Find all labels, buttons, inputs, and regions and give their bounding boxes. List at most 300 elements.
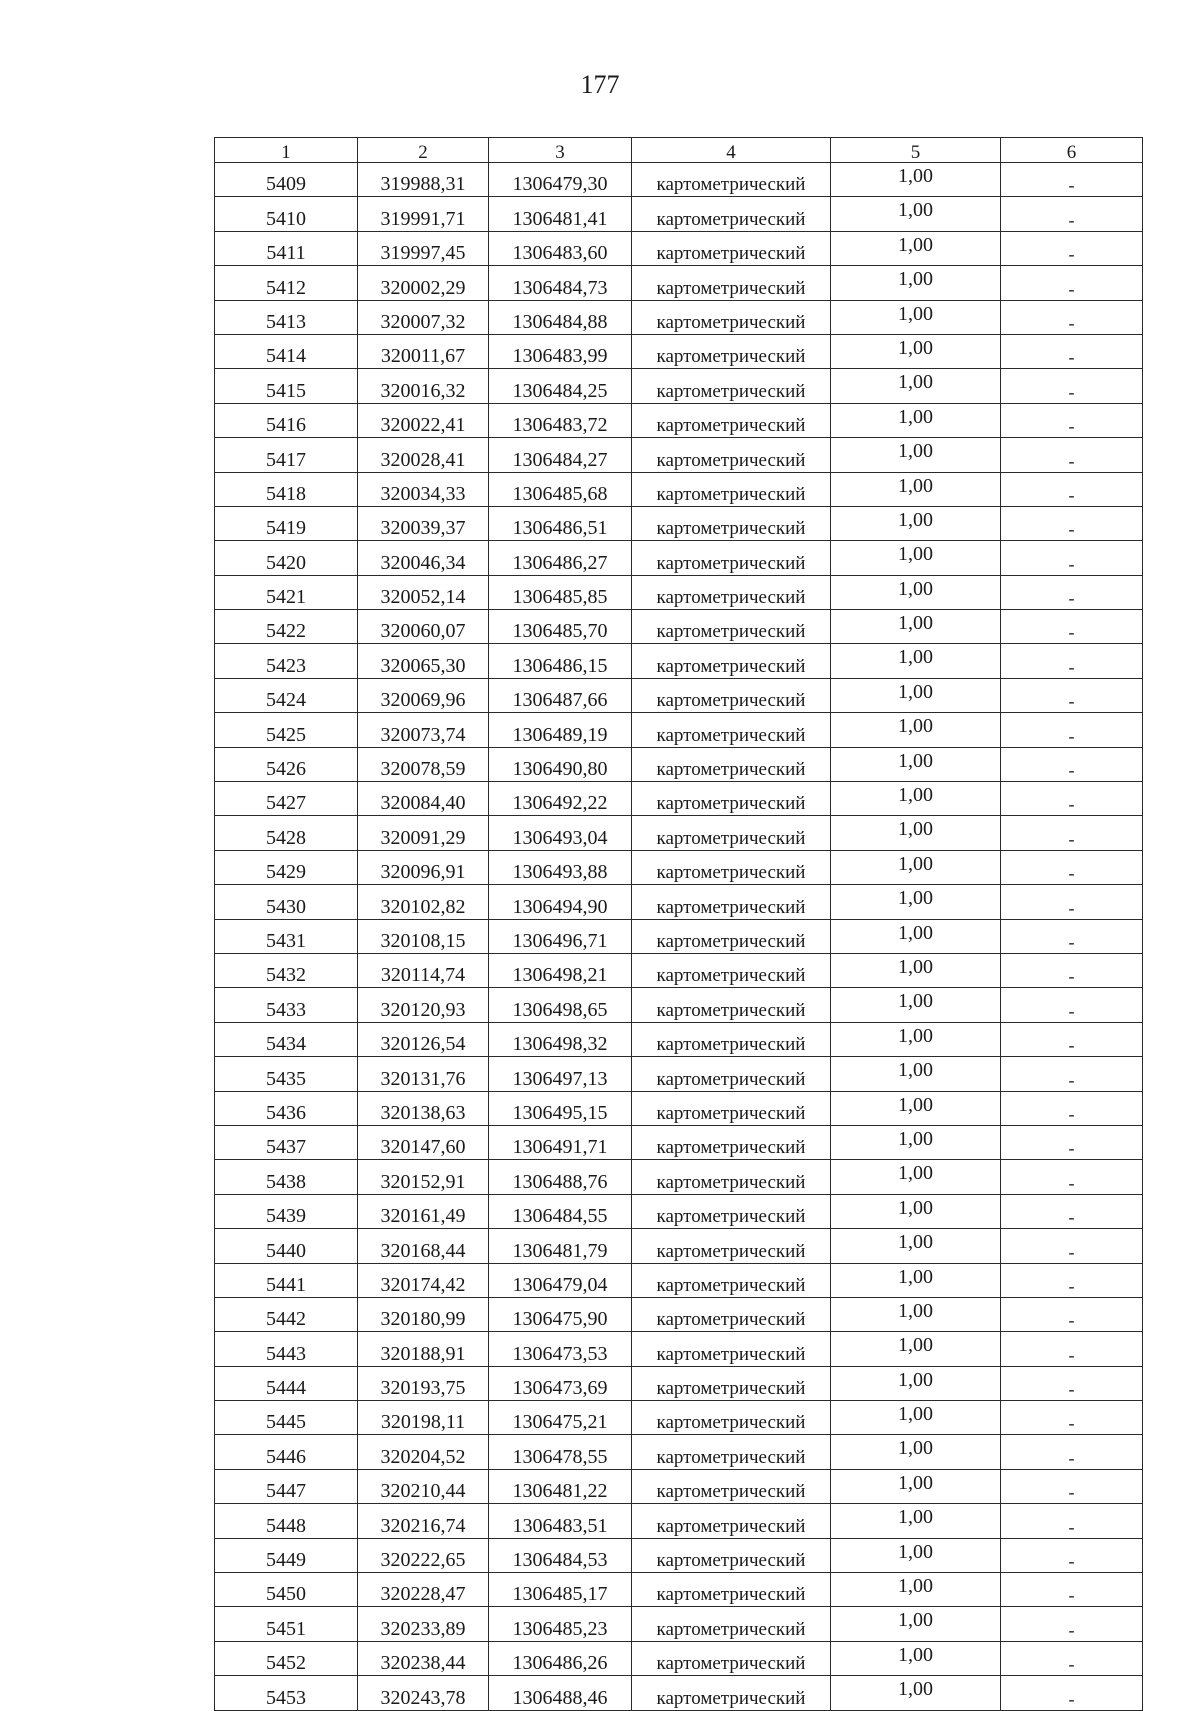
table-row [215,1573,1143,1607]
y-coordinate-cell: 1306493,04 [489,816,632,850]
x-coordinate-cell: 320022,41 [358,403,489,437]
x-coordinate-cell: 320011,67 [358,334,489,368]
description-cell: - [1001,1401,1143,1435]
point-number-cell: 5434 [215,1022,358,1056]
description-cell: - [1001,1573,1143,1607]
y-coordinate-cell: 1306481,22 [489,1469,632,1503]
method-cell: картометрический [632,1435,831,1469]
point-number-cell: 5441 [215,1263,358,1297]
accuracy-cell: 1,00 [831,782,1001,816]
table-row [215,369,1143,403]
x-coordinate-cell: 320216,74 [358,1504,489,1538]
method-cell: картометрический [632,1022,831,1056]
point-number-cell: 5417 [215,438,358,472]
description-cell: - [1001,816,1143,850]
y-coordinate-cell: 1306478,55 [489,1435,632,1469]
point-number-cell: 5427 [215,782,358,816]
accuracy-cell: 1,00 [831,1676,1001,1710]
y-coordinate-cell: 1306488,76 [489,1160,632,1194]
y-coordinate-cell: 1306481,41 [489,197,632,231]
x-coordinate-cell: 320233,89 [358,1607,489,1641]
y-coordinate-cell: 1306498,21 [489,953,632,987]
method-cell: картометрический [632,1091,831,1125]
y-coordinate-cell: 1306484,55 [489,1194,632,1228]
y-coordinate-cell: 1306491,71 [489,1125,632,1159]
x-coordinate-cell: 320147,60 [358,1125,489,1159]
x-coordinate-cell: 320138,63 [358,1091,489,1125]
description-cell: - [1001,541,1143,575]
x-coordinate-cell: 320152,91 [358,1160,489,1194]
table-row [215,1022,1143,1056]
point-number-cell: 5440 [215,1229,358,1263]
point-number-cell: 5412 [215,266,358,300]
accuracy-cell: 1,00 [831,1607,1001,1641]
column-header: 4 [632,138,831,163]
accuracy-cell: 1,00 [831,747,1001,781]
description-cell: - [1001,713,1143,747]
accuracy-cell: 1,00 [831,1469,1001,1503]
method-cell: картометрический [632,919,831,953]
table-row [215,644,1143,678]
method-cell: картометрический [632,644,831,678]
method-cell: картометрический [632,713,831,747]
description-cell: - [1001,919,1143,953]
x-coordinate-cell: 320180,99 [358,1297,489,1331]
column-header: 5 [831,138,1001,163]
accuracy-cell: 1,00 [831,644,1001,678]
accuracy-cell: 1,00 [831,1401,1001,1435]
y-coordinate-cell: 1306479,30 [489,163,632,197]
accuracy-cell: 1,00 [831,334,1001,368]
x-coordinate-cell: 320016,32 [358,369,489,403]
x-coordinate-cell: 320198,11 [358,1401,489,1435]
point-number-cell: 5447 [215,1469,358,1503]
x-coordinate-cell: 320078,59 [358,747,489,781]
method-cell: картометрический [632,988,831,1022]
table-row [215,1676,1143,1710]
x-coordinate-cell: 320238,44 [358,1641,489,1675]
description-cell: - [1001,1469,1143,1503]
description-cell: - [1001,403,1143,437]
x-coordinate-cell: 320002,29 [358,266,489,300]
accuracy-cell: 1,00 [831,988,1001,1022]
method-cell: картометрический [632,1194,831,1228]
table-row [215,163,1143,197]
description-cell: - [1001,506,1143,540]
description-cell: - [1001,1297,1143,1331]
method-cell: картометрический [632,472,831,506]
y-coordinate-cell: 1306486,27 [489,541,632,575]
x-coordinate-cell: 320174,42 [358,1263,489,1297]
accuracy-cell: 1,00 [831,369,1001,403]
header-row [215,138,1143,163]
x-coordinate-cell: 320034,33 [358,472,489,506]
table-row [215,919,1143,953]
method-cell: картометрический [632,1401,831,1435]
table-row [215,1194,1143,1228]
y-coordinate-cell: 1306484,25 [489,369,632,403]
y-coordinate-cell: 1306498,65 [489,988,632,1022]
method-cell: картометрический [632,1573,831,1607]
table-row [215,300,1143,334]
method-cell: картометрический [632,1641,831,1675]
table-row [215,1332,1143,1366]
table-row [215,747,1143,781]
point-number-cell: 5445 [215,1401,358,1435]
table-row [215,1160,1143,1194]
table-row [215,713,1143,747]
point-number-cell: 5451 [215,1607,358,1641]
y-coordinate-cell: 1306484,53 [489,1538,632,1572]
point-number-cell: 5415 [215,369,358,403]
point-number-cell: 5413 [215,300,358,334]
table-row [215,678,1143,712]
description-cell: - [1001,610,1143,644]
y-coordinate-cell: 1306483,60 [489,231,632,265]
description-cell: - [1001,1435,1143,1469]
table-row [215,1538,1143,1572]
y-coordinate-cell: 1306485,23 [489,1607,632,1641]
method-cell: картометрический [632,1057,831,1091]
accuracy-cell: 1,00 [831,1538,1001,1572]
point-number-cell: 5409 [215,163,358,197]
method-cell: картометрический [632,816,831,850]
accuracy-cell: 1,00 [831,1057,1001,1091]
accuracy-cell: 1,00 [831,472,1001,506]
point-number-cell: 5449 [215,1538,358,1572]
method-cell: картометрический [632,610,831,644]
description-cell: - [1001,1057,1143,1091]
description-cell: - [1001,1194,1143,1228]
table-row [215,1641,1143,1675]
table-row [215,782,1143,816]
method-cell: картометрический [632,266,831,300]
y-coordinate-cell: 1306484,27 [489,438,632,472]
description-cell: - [1001,1229,1143,1263]
column-header: 3 [489,138,632,163]
table-row [215,1366,1143,1400]
x-coordinate-cell: 320168,44 [358,1229,489,1263]
point-number-cell: 5431 [215,919,358,953]
accuracy-cell: 1,00 [831,1435,1001,1469]
table-body [215,163,1143,1711]
column-header: 2 [358,138,489,163]
method-cell: картометрический [632,1676,831,1710]
method-cell: картометрический [632,575,831,609]
accuracy-cell: 1,00 [831,266,1001,300]
point-number-cell: 5414 [215,334,358,368]
accuracy-cell: 1,00 [831,816,1001,850]
x-coordinate-cell: 320060,07 [358,610,489,644]
point-number-cell: 5433 [215,988,358,1022]
y-coordinate-cell: 1306486,15 [489,644,632,678]
y-coordinate-cell: 1306485,17 [489,1573,632,1607]
accuracy-cell: 1,00 [831,1573,1001,1607]
y-coordinate-cell: 1306497,13 [489,1057,632,1091]
description-cell: - [1001,472,1143,506]
description-cell: - [1001,334,1143,368]
column-header: 6 [1001,138,1143,163]
accuracy-cell: 1,00 [831,919,1001,953]
x-coordinate-cell: 320065,30 [358,644,489,678]
description-cell: - [1001,988,1143,1022]
method-cell: картометрический [632,541,831,575]
x-coordinate-cell: 320131,76 [358,1057,489,1091]
accuracy-cell: 1,00 [831,678,1001,712]
table-row [215,1229,1143,1263]
table-row [215,1125,1143,1159]
y-coordinate-cell: 1306492,22 [489,782,632,816]
accuracy-cell: 1,00 [831,1160,1001,1194]
accuracy-cell: 1,00 [831,1194,1001,1228]
point-number-cell: 5416 [215,403,358,437]
y-coordinate-cell: 1306473,69 [489,1366,632,1400]
accuracy-cell: 1,00 [831,197,1001,231]
point-number-cell: 5435 [215,1057,358,1091]
table-row [215,885,1143,919]
table-row [215,541,1143,575]
method-cell: картометрический [632,506,831,540]
table-row [215,575,1143,609]
point-number-cell: 5429 [215,850,358,884]
y-coordinate-cell: 1306496,71 [489,919,632,953]
point-number-cell: 5437 [215,1125,358,1159]
column-header: 1 [215,138,358,163]
method-cell: картометрический [632,1332,831,1366]
accuracy-cell: 1,00 [831,506,1001,540]
table-row [215,988,1143,1022]
method-cell: картометрический [632,1297,831,1331]
y-coordinate-cell: 1306486,51 [489,506,632,540]
x-coordinate-cell: 320073,74 [358,713,489,747]
method-cell: картометрический [632,438,831,472]
table-row [215,1504,1143,1538]
method-cell: картометрический [632,300,831,334]
accuracy-cell: 1,00 [831,541,1001,575]
method-cell: картометрический [632,1160,831,1194]
point-number-cell: 5426 [215,747,358,781]
table-row [215,1091,1143,1125]
point-number-cell: 5428 [215,816,358,850]
description-cell: - [1001,678,1143,712]
description-cell: - [1001,1125,1143,1159]
description-cell: - [1001,231,1143,265]
accuracy-cell: 1,00 [831,1366,1001,1400]
point-number-cell: 5453 [215,1676,358,1710]
description-cell: - [1001,953,1143,987]
description-cell: - [1001,197,1143,231]
point-number-cell: 5448 [215,1504,358,1538]
accuracy-cell: 1,00 [831,300,1001,334]
x-coordinate-cell: 319991,71 [358,197,489,231]
y-coordinate-cell: 1306487,66 [489,678,632,712]
table-row [215,850,1143,884]
table-row [215,403,1143,437]
y-coordinate-cell: 1306490,80 [489,747,632,781]
x-coordinate-cell: 320102,82 [358,885,489,919]
method-cell: картометрический [632,403,831,437]
accuracy-cell: 1,00 [831,1504,1001,1538]
x-coordinate-cell: 320204,52 [358,1435,489,1469]
method-cell: картометрический [632,782,831,816]
y-coordinate-cell: 1306479,04 [489,1263,632,1297]
description-cell: - [1001,438,1143,472]
coordinates-table-container [214,137,1142,1711]
table-row [215,197,1143,231]
accuracy-cell: 1,00 [831,850,1001,884]
description-cell: - [1001,1538,1143,1572]
x-coordinate-cell: 320039,37 [358,506,489,540]
x-coordinate-cell: 320084,40 [358,782,489,816]
x-coordinate-cell: 320161,49 [358,1194,489,1228]
accuracy-cell: 1,00 [831,610,1001,644]
accuracy-cell: 1,00 [831,1229,1001,1263]
x-coordinate-cell: 320108,15 [358,919,489,953]
method-cell: картометрический [632,885,831,919]
table-row [215,1607,1143,1641]
y-coordinate-cell: 1306494,90 [489,885,632,919]
y-coordinate-cell: 1306486,26 [489,1641,632,1675]
accuracy-cell: 1,00 [831,438,1001,472]
accuracy-cell: 1,00 [831,403,1001,437]
x-coordinate-cell: 319988,31 [358,163,489,197]
y-coordinate-cell: 1306498,32 [489,1022,632,1056]
description-cell: - [1001,885,1143,919]
x-coordinate-cell: 320126,54 [358,1022,489,1056]
y-coordinate-cell: 1306484,88 [489,300,632,334]
table-row [215,1057,1143,1091]
y-coordinate-cell: 1306475,21 [489,1401,632,1435]
accuracy-cell: 1,00 [831,713,1001,747]
point-number-cell: 5439 [215,1194,358,1228]
method-cell: картометрический [632,850,831,884]
table-row [215,1401,1143,1435]
x-coordinate-cell: 320091,29 [358,816,489,850]
x-coordinate-cell: 320120,93 [358,988,489,1022]
y-coordinate-cell: 1306473,53 [489,1332,632,1366]
description-cell: - [1001,369,1143,403]
table-row [215,266,1143,300]
description-cell: - [1001,1504,1143,1538]
description-cell: - [1001,644,1143,678]
accuracy-cell: 1,00 [831,1332,1001,1366]
method-cell: картометрический [632,369,831,403]
point-number-cell: 5422 [215,610,358,644]
accuracy-cell: 1,00 [831,1263,1001,1297]
method-cell: картометрический [632,1607,831,1641]
x-coordinate-cell: 320114,74 [358,953,489,987]
accuracy-cell: 1,00 [831,1297,1001,1331]
y-coordinate-cell: 1306493,88 [489,850,632,884]
point-number-cell: 5430 [215,885,358,919]
method-cell: картометрический [632,1366,831,1400]
point-number-cell: 5446 [215,1435,358,1469]
table-row [215,816,1143,850]
method-cell: картометрический [632,231,831,265]
y-coordinate-cell: 1306483,72 [489,403,632,437]
point-number-cell: 5419 [215,506,358,540]
accuracy-cell: 1,00 [831,953,1001,987]
point-number-cell: 5420 [215,541,358,575]
x-coordinate-cell: 320222,65 [358,1538,489,1572]
x-coordinate-cell: 320243,78 [358,1676,489,1710]
table-header [215,138,1143,163]
description-cell: - [1001,1263,1143,1297]
x-coordinate-cell: 320193,75 [358,1366,489,1400]
method-cell: картометрический [632,163,831,197]
x-coordinate-cell: 320069,96 [358,678,489,712]
x-coordinate-cell: 320228,47 [358,1573,489,1607]
method-cell: картометрический [632,747,831,781]
description-cell: - [1001,850,1143,884]
x-coordinate-cell: 319997,45 [358,231,489,265]
method-cell: картометрический [632,1229,831,1263]
description-cell: - [1001,300,1143,334]
method-cell: картометрический [632,953,831,987]
accuracy-cell: 1,00 [831,163,1001,197]
table-row [215,334,1143,368]
point-number-cell: 5444 [215,1366,358,1400]
method-cell: картометрический [632,197,831,231]
y-coordinate-cell: 1306485,68 [489,472,632,506]
table-row [215,438,1143,472]
point-number-cell: 5418 [215,472,358,506]
description-cell: - [1001,747,1143,781]
description-cell: - [1001,1676,1143,1710]
description-cell: - [1001,1641,1143,1675]
accuracy-cell: 1,00 [831,1125,1001,1159]
x-coordinate-cell: 320210,44 [358,1469,489,1503]
point-number-cell: 5438 [215,1160,358,1194]
method-cell: картометрический [632,334,831,368]
description-cell: - [1001,266,1143,300]
table-row [215,231,1143,265]
y-coordinate-cell: 1306485,85 [489,575,632,609]
accuracy-cell: 1,00 [831,575,1001,609]
page-number: 177 [580,70,620,99]
point-number-cell: 5425 [215,713,358,747]
y-coordinate-cell: 1306481,79 [489,1229,632,1263]
description-cell: - [1001,1366,1143,1400]
table-row [215,953,1143,987]
point-number-cell: 5442 [215,1297,358,1331]
table-row [215,610,1143,644]
method-cell: картометрический [632,1125,831,1159]
description-cell: - [1001,163,1143,197]
y-coordinate-cell: 1306483,51 [489,1504,632,1538]
point-number-cell: 5452 [215,1641,358,1675]
description-cell: - [1001,1160,1143,1194]
description-cell: - [1001,1022,1143,1056]
table-row [215,472,1143,506]
table-row [215,1435,1143,1469]
table-row [215,506,1143,540]
y-coordinate-cell: 1306495,15 [489,1091,632,1125]
point-number-cell: 5450 [215,1573,358,1607]
table-row [215,1297,1143,1331]
x-coordinate-cell: 320188,91 [358,1332,489,1366]
point-number-cell: 5424 [215,678,358,712]
method-cell: картометрический [632,1538,831,1572]
y-coordinate-cell: 1306489,19 [489,713,632,747]
point-number-cell: 5411 [215,231,358,265]
accuracy-cell: 1,00 [831,1022,1001,1056]
table-row [215,1469,1143,1503]
accuracy-cell: 1,00 [831,1641,1001,1675]
accuracy-cell: 1,00 [831,231,1001,265]
coordinates-table [214,137,1143,1711]
description-cell: - [1001,782,1143,816]
